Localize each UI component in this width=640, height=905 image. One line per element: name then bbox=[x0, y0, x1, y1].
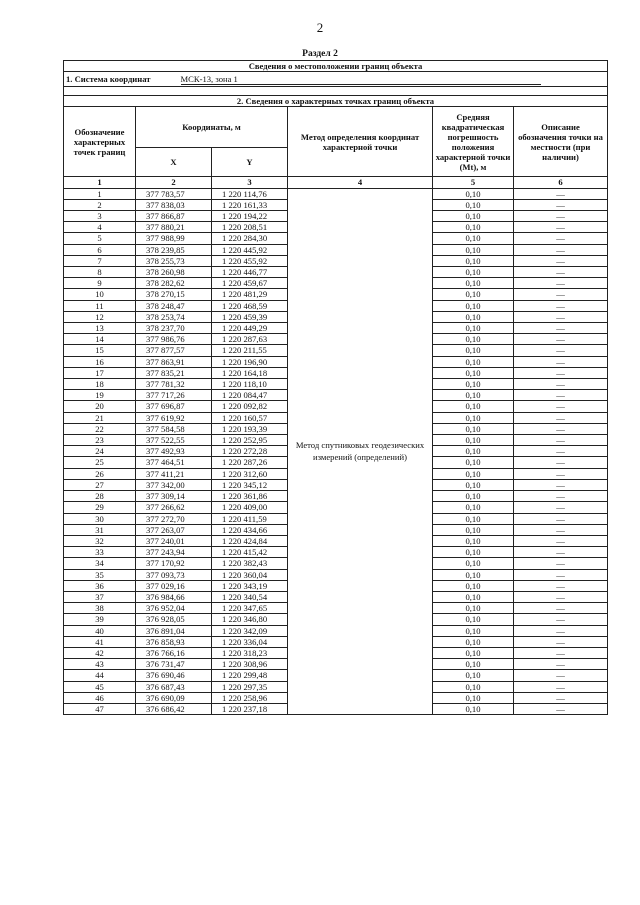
description-value: — bbox=[514, 535, 608, 546]
error-value: 0,10 bbox=[433, 446, 514, 457]
coord-y: 1 220 445,92 bbox=[212, 244, 288, 255]
error-value: 0,10 bbox=[433, 233, 514, 244]
col-index: 6 bbox=[514, 177, 608, 188]
error-value: 0,10 bbox=[433, 479, 514, 490]
coord-y: 1 220 194,22 bbox=[212, 211, 288, 222]
description-value: — bbox=[514, 692, 608, 703]
error-value: 0,10 bbox=[433, 390, 514, 401]
description-value: — bbox=[514, 513, 608, 524]
coord-y: 1 220 360,04 bbox=[212, 569, 288, 580]
description-value: — bbox=[514, 278, 608, 289]
col-index: 4 bbox=[288, 177, 433, 188]
error-value: 0,10 bbox=[433, 670, 514, 681]
error-value: 0,10 bbox=[433, 300, 514, 311]
description-value: — bbox=[514, 356, 608, 367]
description-value: — bbox=[514, 659, 608, 670]
coord-y: 1 220 092,82 bbox=[212, 401, 288, 412]
coord-y: 1 220 347,65 bbox=[212, 603, 288, 614]
description-value: — bbox=[514, 222, 608, 233]
coord-y: 1 220 336,04 bbox=[212, 636, 288, 647]
point-number: 47 bbox=[64, 703, 136, 714]
error-value: 0,10 bbox=[433, 558, 514, 569]
description-value: — bbox=[514, 233, 608, 244]
error-value: 0,10 bbox=[433, 580, 514, 591]
description-value: — bbox=[514, 211, 608, 222]
coord-y: 1 220 446,77 bbox=[212, 267, 288, 278]
point-number: 2 bbox=[64, 199, 136, 210]
point-number: 21 bbox=[64, 412, 136, 423]
coord-x: 377 584,58 bbox=[136, 423, 212, 434]
coord-x: 378 253,74 bbox=[136, 311, 212, 322]
point-number: 25 bbox=[64, 457, 136, 468]
error-value: 0,10 bbox=[433, 591, 514, 602]
coord-y: 1 220 211,55 bbox=[212, 345, 288, 356]
coord-x: 376 687,43 bbox=[136, 681, 212, 692]
error-value: 0,10 bbox=[433, 379, 514, 390]
error-value: 0,10 bbox=[433, 569, 514, 580]
coord-y: 1 220 318,23 bbox=[212, 647, 288, 658]
error-value: 0,10 bbox=[433, 636, 514, 647]
coord-system-label: 1. Система координат bbox=[66, 73, 151, 84]
header-point-label: Обозначение характерных точек границ bbox=[64, 107, 136, 177]
coord-y: 1 220 299,48 bbox=[212, 670, 288, 681]
point-number: 28 bbox=[64, 491, 136, 502]
header-method: Метод определения координат характерной точки bbox=[288, 107, 433, 177]
error-value: 0,10 bbox=[433, 412, 514, 423]
coord-x: 377 781,32 bbox=[136, 379, 212, 390]
description-value: — bbox=[514, 345, 608, 356]
point-number: 35 bbox=[64, 569, 136, 580]
coord-x: 377 717,26 bbox=[136, 390, 212, 401]
coord-x: 377 783,57 bbox=[136, 188, 212, 199]
point-number: 4 bbox=[64, 222, 136, 233]
description-value: — bbox=[514, 412, 608, 423]
point-number: 44 bbox=[64, 670, 136, 681]
description-value: — bbox=[514, 603, 608, 614]
coord-y: 1 220 084,47 bbox=[212, 390, 288, 401]
description-value: — bbox=[514, 401, 608, 412]
coord-x: 377 170,92 bbox=[136, 558, 212, 569]
coord-y: 1 220 118,10 bbox=[212, 379, 288, 390]
coord-y: 1 220 287,63 bbox=[212, 334, 288, 345]
coord-x: 377 342,00 bbox=[136, 479, 212, 490]
description-value: — bbox=[514, 591, 608, 602]
point-number: 29 bbox=[64, 502, 136, 513]
point-number: 26 bbox=[64, 468, 136, 479]
coord-x: 377 880,21 bbox=[136, 222, 212, 233]
table-title: Сведения о местоположении границ объекта bbox=[64, 61, 608, 72]
coord-y: 1 220 345,12 bbox=[212, 479, 288, 490]
description-value: — bbox=[514, 703, 608, 714]
coord-y: 1 220 114,76 bbox=[212, 188, 288, 199]
coord-x: 377 272,70 bbox=[136, 513, 212, 524]
coord-x: 376 690,46 bbox=[136, 670, 212, 681]
coord-x: 376 984,66 bbox=[136, 591, 212, 602]
error-value: 0,10 bbox=[433, 603, 514, 614]
error-value: 0,10 bbox=[433, 255, 514, 266]
error-value: 0,10 bbox=[433, 435, 514, 446]
coord-x: 377 696,87 bbox=[136, 401, 212, 412]
section-title: Раздел 2 bbox=[302, 49, 338, 59]
description-value: — bbox=[514, 390, 608, 401]
point-number: 20 bbox=[64, 401, 136, 412]
col-index: 5 bbox=[433, 177, 514, 188]
coord-x: 377 243,94 bbox=[136, 547, 212, 558]
coord-y: 1 220 411,59 bbox=[212, 513, 288, 524]
point-number: 12 bbox=[64, 311, 136, 322]
point-number: 40 bbox=[64, 625, 136, 636]
point-number: 43 bbox=[64, 659, 136, 670]
coord-x: 378 237,70 bbox=[136, 323, 212, 334]
error-value: 0,10 bbox=[433, 457, 514, 468]
description-value: — bbox=[514, 479, 608, 490]
coord-x: 378 239,85 bbox=[136, 244, 212, 255]
coord-system-row bbox=[64, 72, 608, 87]
error-value: 0,10 bbox=[433, 547, 514, 558]
error-value: 0,10 bbox=[433, 278, 514, 289]
point-number: 8 bbox=[64, 267, 136, 278]
error-value: 0,10 bbox=[433, 502, 514, 513]
coord-y: 1 220 468,59 bbox=[212, 300, 288, 311]
description-value: — bbox=[514, 199, 608, 210]
error-value: 0,10 bbox=[433, 323, 514, 334]
error-value: 0,10 bbox=[433, 625, 514, 636]
coord-x: 376 731,47 bbox=[136, 659, 212, 670]
error-value: 0,10 bbox=[433, 188, 514, 199]
point-number: 14 bbox=[64, 334, 136, 345]
coord-x: 378 282,62 bbox=[136, 278, 212, 289]
description-value: — bbox=[514, 323, 608, 334]
coord-y: 1 220 312,60 bbox=[212, 468, 288, 479]
table-row bbox=[64, 188, 608, 199]
coord-x: 377 492,93 bbox=[136, 446, 212, 457]
error-value: 0,10 bbox=[433, 289, 514, 300]
description-value: — bbox=[514, 334, 608, 345]
error-value: 0,10 bbox=[433, 468, 514, 479]
description-value: — bbox=[514, 558, 608, 569]
method-cell: Метод спутниковых геодезических измерений (определений) bbox=[288, 188, 433, 715]
point-number: 34 bbox=[64, 558, 136, 569]
point-number: 9 bbox=[64, 278, 136, 289]
error-value: 0,10 bbox=[433, 535, 514, 546]
coord-y: 1 220 160,57 bbox=[212, 412, 288, 423]
spacer-row bbox=[64, 87, 608, 96]
error-value: 0,10 bbox=[433, 222, 514, 233]
col-index: 3 bbox=[212, 177, 288, 188]
coord-x: 377 240,01 bbox=[136, 535, 212, 546]
description-value: — bbox=[514, 267, 608, 278]
points-title: 2. Сведения о характерных точках границ объекта bbox=[64, 96, 608, 107]
point-number: 23 bbox=[64, 435, 136, 446]
coord-y: 1 220 409,00 bbox=[212, 502, 288, 513]
header-row-1 bbox=[64, 107, 608, 148]
coord-x: 378 260,98 bbox=[136, 267, 212, 278]
coord-x: 377 877,57 bbox=[136, 345, 212, 356]
description-value: — bbox=[514, 311, 608, 322]
coord-x: 376 891,04 bbox=[136, 625, 212, 636]
description-value: — bbox=[514, 379, 608, 390]
coord-system-value: МСК-13, зона 1 bbox=[181, 74, 541, 85]
coord-x: 377 266,62 bbox=[136, 502, 212, 513]
header-description: Описание обозначения точки на местности (при наличии) bbox=[514, 107, 608, 177]
coord-y: 1 220 434,66 bbox=[212, 524, 288, 535]
description-value: — bbox=[514, 367, 608, 378]
error-value: 0,10 bbox=[433, 524, 514, 535]
coord-x: 376 690,09 bbox=[136, 692, 212, 703]
description-value: — bbox=[514, 435, 608, 446]
description-value: — bbox=[514, 681, 608, 692]
description-value: — bbox=[514, 446, 608, 457]
error-value: 0,10 bbox=[433, 334, 514, 345]
point-number: 42 bbox=[64, 647, 136, 658]
error-value: 0,10 bbox=[433, 345, 514, 356]
points-title-row bbox=[64, 96, 608, 107]
coord-y: 1 220 308,96 bbox=[212, 659, 288, 670]
error-value: 0,10 bbox=[433, 491, 514, 502]
error-value: 0,10 bbox=[433, 659, 514, 670]
coord-y: 1 220 208,51 bbox=[212, 222, 288, 233]
coord-y: 1 220 346,80 bbox=[212, 614, 288, 625]
coord-x: 377 411,21 bbox=[136, 468, 212, 479]
description-value: — bbox=[514, 524, 608, 535]
error-value: 0,10 bbox=[433, 614, 514, 625]
coord-y: 1 220 252,95 bbox=[212, 435, 288, 446]
coord-x: 377 464,51 bbox=[136, 457, 212, 468]
description-value: — bbox=[514, 670, 608, 681]
coord-x: 377 866,87 bbox=[136, 211, 212, 222]
coord-x: 376 952,04 bbox=[136, 603, 212, 614]
point-number: 41 bbox=[64, 636, 136, 647]
coord-y: 1 220 340,54 bbox=[212, 591, 288, 602]
boundary-points-table bbox=[63, 60, 608, 715]
coord-x: 377 522,55 bbox=[136, 435, 212, 446]
error-value: 0,10 bbox=[433, 423, 514, 434]
header-x: X bbox=[136, 148, 212, 177]
point-number: 15 bbox=[64, 345, 136, 356]
point-number: 10 bbox=[64, 289, 136, 300]
coord-x: 378 270,15 bbox=[136, 289, 212, 300]
header-coords: Координаты, м bbox=[136, 107, 288, 148]
error-value: 0,10 bbox=[433, 356, 514, 367]
point-number: 45 bbox=[64, 681, 136, 692]
error-value: 0,10 bbox=[433, 267, 514, 278]
point-number: 17 bbox=[64, 367, 136, 378]
description-value: — bbox=[514, 636, 608, 647]
point-number: 19 bbox=[64, 390, 136, 401]
column-index-row bbox=[64, 177, 608, 188]
coord-x: 377 263,07 bbox=[136, 524, 212, 535]
coord-y: 1 220 237,18 bbox=[212, 703, 288, 714]
point-number: 37 bbox=[64, 591, 136, 602]
description-value: — bbox=[514, 188, 608, 199]
coord-x: 378 248,47 bbox=[136, 300, 212, 311]
description-value: — bbox=[514, 614, 608, 625]
description-value: — bbox=[514, 491, 608, 502]
coord-x: 377 619,92 bbox=[136, 412, 212, 423]
coord-y: 1 220 297,35 bbox=[212, 681, 288, 692]
coord-y: 1 220 272,28 bbox=[212, 446, 288, 457]
point-number: 3 bbox=[64, 211, 136, 222]
error-value: 0,10 bbox=[433, 513, 514, 524]
coord-x: 377 029,16 bbox=[136, 580, 212, 591]
description-value: — bbox=[514, 468, 608, 479]
error-value: 0,10 bbox=[433, 681, 514, 692]
description-value: — bbox=[514, 580, 608, 591]
point-number: 31 bbox=[64, 524, 136, 535]
coord-y: 1 220 193,39 bbox=[212, 423, 288, 434]
error-value: 0,10 bbox=[433, 311, 514, 322]
coord-x: 377 863,91 bbox=[136, 356, 212, 367]
point-number: 13 bbox=[64, 323, 136, 334]
point-number: 24 bbox=[64, 446, 136, 457]
point-number: 32 bbox=[64, 535, 136, 546]
description-value: — bbox=[514, 289, 608, 300]
point-number: 18 bbox=[64, 379, 136, 390]
coord-y: 1 220 342,09 bbox=[212, 625, 288, 636]
coord-y: 1 220 343,19 bbox=[212, 580, 288, 591]
description-value: — bbox=[514, 502, 608, 513]
coord-y: 1 220 459,67 bbox=[212, 278, 288, 289]
error-value: 0,10 bbox=[433, 211, 514, 222]
coord-y: 1 220 361,86 bbox=[212, 491, 288, 502]
description-value: — bbox=[514, 647, 608, 658]
error-value: 0,10 bbox=[433, 703, 514, 714]
coord-y: 1 220 196,90 bbox=[212, 356, 288, 367]
coord-y: 1 220 284,30 bbox=[212, 233, 288, 244]
coord-x: 376 686,42 bbox=[136, 703, 212, 714]
coord-x: 377 093,73 bbox=[136, 569, 212, 580]
description-value: — bbox=[514, 300, 608, 311]
description-value: — bbox=[514, 244, 608, 255]
coord-x: 377 838,03 bbox=[136, 199, 212, 210]
point-number: 1 bbox=[64, 188, 136, 199]
coord-x: 377 309,14 bbox=[136, 491, 212, 502]
description-value: — bbox=[514, 569, 608, 580]
description-value: — bbox=[514, 255, 608, 266]
error-value: 0,10 bbox=[433, 401, 514, 412]
point-number: 22 bbox=[64, 423, 136, 434]
coord-x: 377 988,99 bbox=[136, 233, 212, 244]
coord-y: 1 220 258,96 bbox=[212, 692, 288, 703]
description-value: — bbox=[514, 423, 608, 434]
error-value: 0,10 bbox=[433, 647, 514, 658]
header-error: Средняя квадратическая погрешность положения характерной точки (Mt), м bbox=[433, 107, 514, 177]
point-number: 39 bbox=[64, 614, 136, 625]
point-number: 27 bbox=[64, 479, 136, 490]
col-index: 1 bbox=[64, 177, 136, 188]
error-value: 0,10 bbox=[433, 199, 514, 210]
coord-y: 1 220 481,29 bbox=[212, 289, 288, 300]
coord-x: 377 835,21 bbox=[136, 367, 212, 378]
error-value: 0,10 bbox=[433, 244, 514, 255]
error-value: 0,10 bbox=[433, 692, 514, 703]
point-number: 7 bbox=[64, 255, 136, 266]
coord-y: 1 220 164,18 bbox=[212, 367, 288, 378]
col-index: 2 bbox=[136, 177, 212, 188]
point-number: 11 bbox=[64, 300, 136, 311]
point-number: 36 bbox=[64, 580, 136, 591]
description-value: — bbox=[514, 457, 608, 468]
point-number: 6 bbox=[64, 244, 136, 255]
point-number: 30 bbox=[64, 513, 136, 524]
coord-x: 377 986,76 bbox=[136, 334, 212, 345]
point-number: 33 bbox=[64, 547, 136, 558]
coord-y: 1 220 287,26 bbox=[212, 457, 288, 468]
coord-y: 1 220 455,92 bbox=[212, 255, 288, 266]
table-title-row bbox=[64, 61, 608, 72]
page-number: 2 bbox=[316, 20, 324, 35]
error-value: 0,10 bbox=[433, 367, 514, 378]
point-number: 5 bbox=[64, 233, 136, 244]
header-y: Y bbox=[212, 148, 288, 177]
coord-x: 378 255,73 bbox=[136, 255, 212, 266]
point-number: 16 bbox=[64, 356, 136, 367]
coord-y: 1 220 424,84 bbox=[212, 535, 288, 546]
coord-x: 376 858,93 bbox=[136, 636, 212, 647]
coord-x: 376 928,05 bbox=[136, 614, 212, 625]
point-number: 46 bbox=[64, 692, 136, 703]
coord-y: 1 220 161,33 bbox=[212, 199, 288, 210]
point-number: 38 bbox=[64, 603, 136, 614]
description-value: — bbox=[514, 625, 608, 636]
coord-y: 1 220 382,43 bbox=[212, 558, 288, 569]
coord-x: 376 766,16 bbox=[136, 647, 212, 658]
description-value: — bbox=[514, 547, 608, 558]
coord-y: 1 220 415,42 bbox=[212, 547, 288, 558]
coord-y: 1 220 459,39 bbox=[212, 311, 288, 322]
coord-y: 1 220 449,29 bbox=[212, 323, 288, 334]
